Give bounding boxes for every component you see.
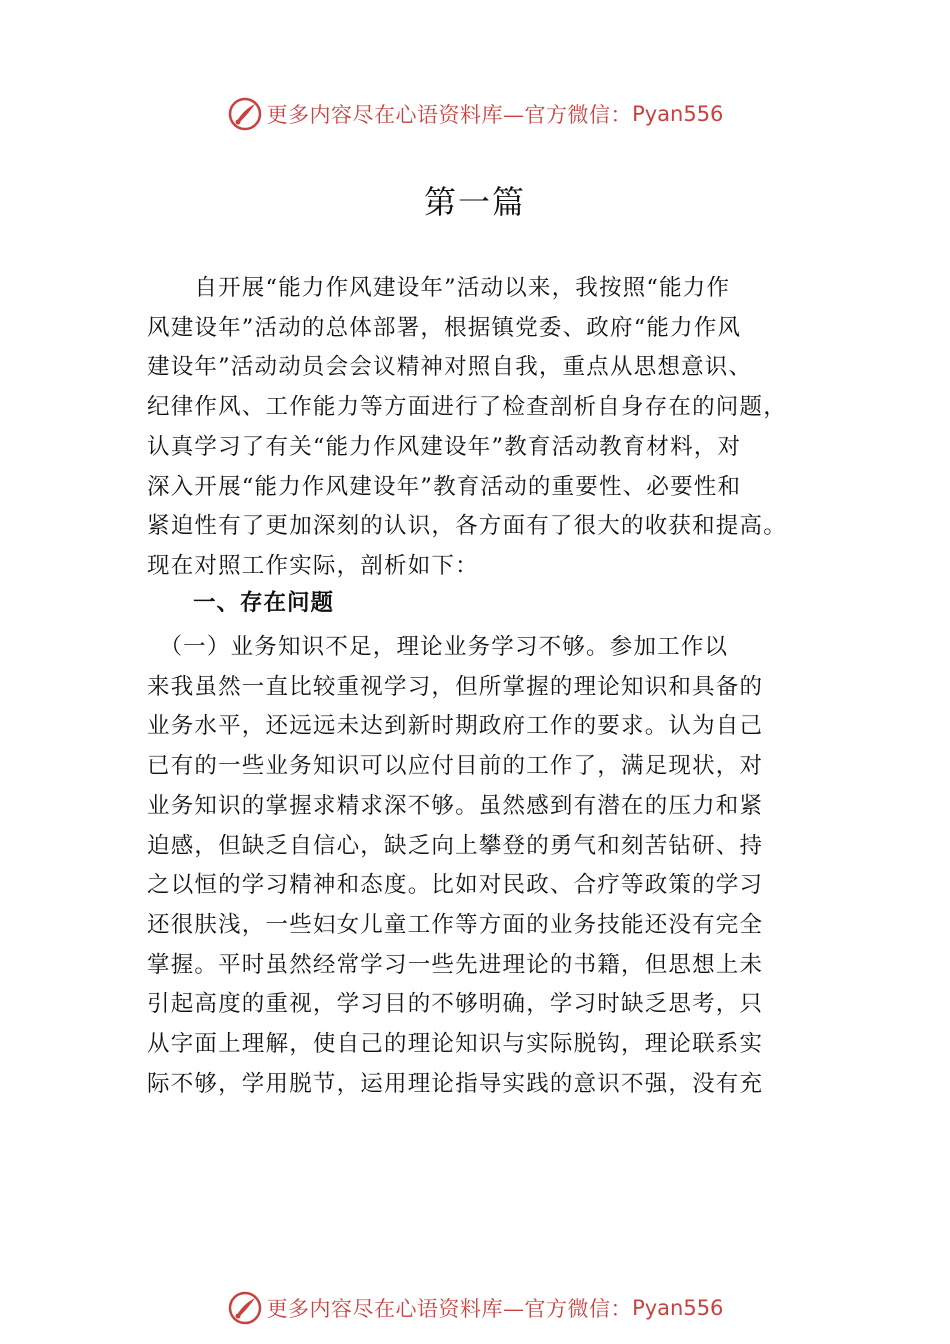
paragraph-1 bbox=[147, 269, 823, 587]
text-line: 还很肤浅，一些妇女儿童工作等方面的业务技能还没有完全 bbox=[147, 911, 764, 938]
banner-wechat-id: Pyan556 bbox=[632, 102, 724, 126]
text-line: 掌握。平时虽然经常学习一些先进理论的书籍，但思想上未 bbox=[147, 951, 764, 978]
text-line: 深入开展“能力作风建设年”教育活动的重要性、必要性和 bbox=[147, 473, 742, 500]
banner-text: 更多内容尽在心语资料库—官方微信： bbox=[266, 103, 633, 127]
text-line: 迫感，但缺乏自信心，缺乏向上攀登的勇气和刻苦钻研、持 bbox=[147, 832, 764, 859]
text-line: 业务知识的掌握求精求深不够。虽然感到有潜在的压力和紧 bbox=[147, 792, 764, 819]
section-heading: 一、存在问题 bbox=[193, 590, 335, 616]
text-line: 纪律作风、工作能力等方面进行了检查剖析自身存在的问题， bbox=[147, 394, 787, 421]
text-line: 自开展“能力作风建设年”活动以来，我按照“能力作 bbox=[147, 275, 731, 301]
banner-text: 更多内容尽在心语资料库—官方微信： bbox=[266, 1297, 633, 1321]
text-line: 来我虽然一直比较重视学习，但所掌握的理论知识和具备的 bbox=[147, 673, 764, 700]
text-line: 际不够，学用脱节，运用理论指导实践的意识不强，没有充 bbox=[147, 1070, 764, 1097]
page-title: 第一篇 bbox=[423, 183, 526, 221]
text-line: 认真学习了有关“能力作风建设年”教育活动教育材料，对 bbox=[147, 433, 742, 460]
paragraph-2 bbox=[147, 628, 823, 1104]
brush-logo-icon bbox=[227, 96, 263, 132]
text-line: （一）业务知识不足，理论业务学习不够。参加工作以 bbox=[147, 634, 729, 660]
brush-logo-icon bbox=[227, 1290, 263, 1326]
text-line: 从字面上理解，使自己的理论知识与实际脱钩，理论联系实 bbox=[147, 1031, 764, 1058]
text-line: 引起高度的重视，学习目的不够明确，学习时缺乏思考，只 bbox=[147, 991, 764, 1018]
text-line: 建设年”活动动员会会议精神对照自我，重点从思想意识、 bbox=[147, 354, 753, 381]
header-banner bbox=[0, 94, 950, 134]
banner-wechat-id: Pyan556 bbox=[632, 1296, 724, 1320]
text-line: 现在对照工作实际，剖析如下： bbox=[147, 552, 479, 579]
footer-banner bbox=[0, 1288, 950, 1328]
text-line: 已有的一些业务知识可以应付目前的工作了，满足现状，对 bbox=[147, 753, 764, 780]
text-line: 紧迫性有了更加深刻的认识，各方面有了很大的收获和提高。 bbox=[147, 513, 787, 540]
text-line: 之以恒的学习精神和态度。比如对民政、合疗等政策的学习 bbox=[147, 872, 764, 899]
text-line: 风建设年”活动的总体部署，根据镇党委、政府“能力作风 bbox=[147, 314, 742, 341]
text-line: 业务水平，还远远未达到新时期政府工作的要求。认为自己 bbox=[147, 713, 764, 740]
